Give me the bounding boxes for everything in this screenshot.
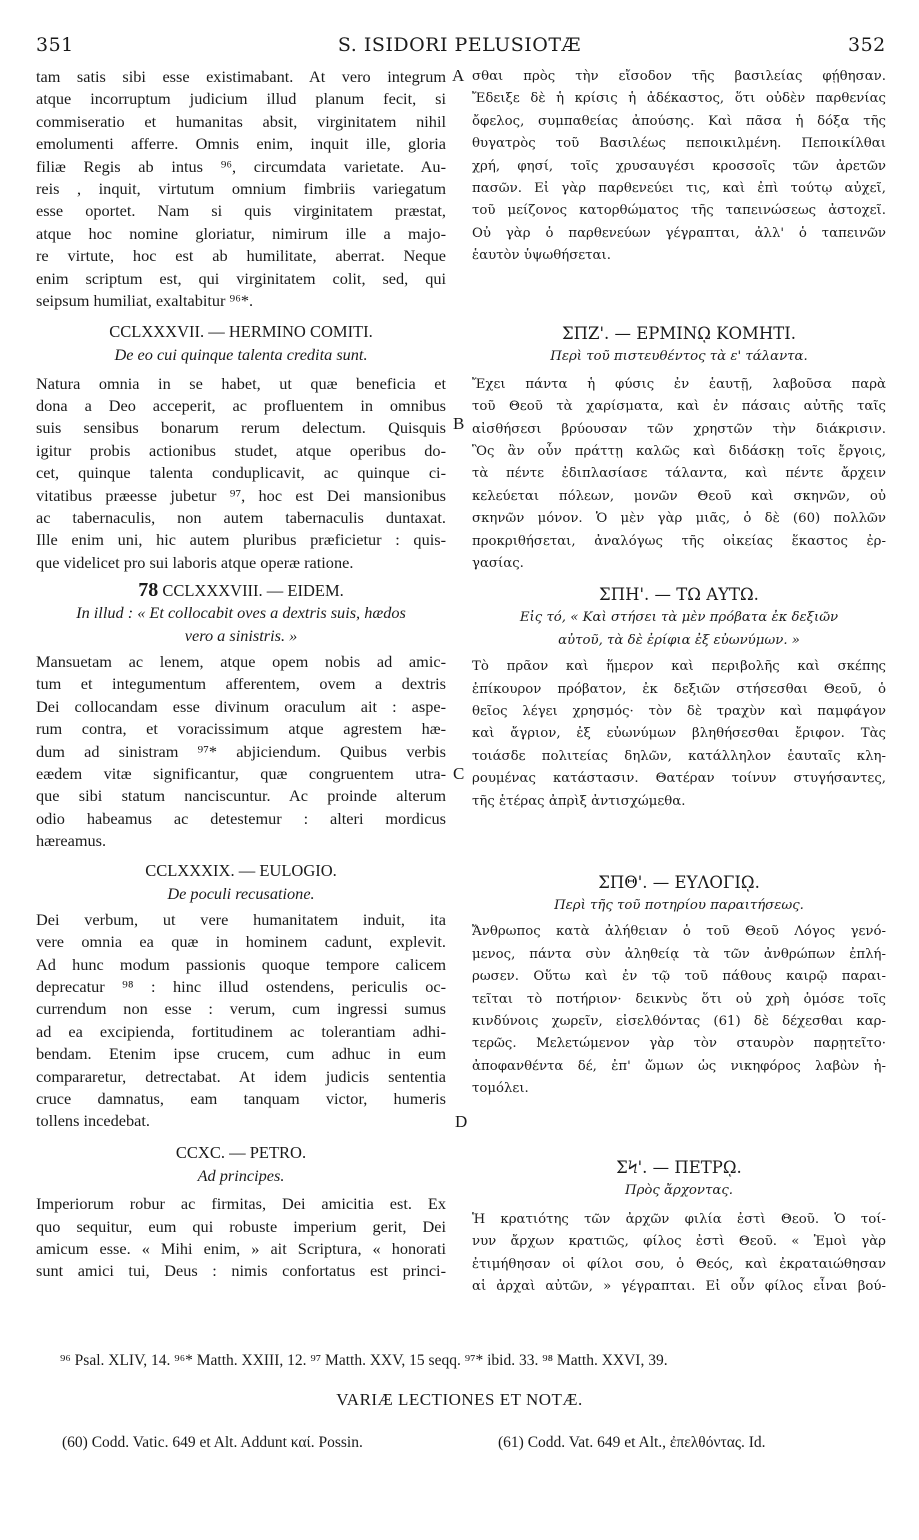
text-line: sunt amici tui, Deus : nimis confortatus est princi- [36,1261,446,1281]
text-line: ἀποφανθέντα δέ, ἐπ' ὤμων ὡς νικηφόρος λαβὼν ἠ- [472,1058,886,1074]
text-line: dum ad sinistram ⁹⁷* abjiciendum. Quibus verbis [36,741,446,761]
text-line: ρουμένας κατάστασιν. Θατέραν τοίνυν στυγήσαντες, [472,771,886,787]
text-line: Imperiorum robur ac firmitas, Dei amicitia est. Ex [36,1194,446,1214]
text-line: αἱ ἀρχαὶ αὐτῶν, » γέγραπται. Εἰ οὖν φίλος εἶναι βού- [472,1279,886,1295]
text-line: σκηνῶν μόνον. Ὁ μὲν γὰρ μιᾶς, ὁ δὲ (60) πολλῶν [472,511,886,527]
text-line: eædem vitæ significantur, quæ congruentem utra- [36,763,446,783]
text-line: νυν ἄρχων κρατιῶς, φίλος ἐστὶ Θεοῦ. « Ἐμοὶ γὰρ [472,1234,886,1250]
text-line: enim scriptum est, qui virginitatem colit, sed, qui [36,268,446,288]
latin-letter-287-title: CCLXXXVII. — HERMINO COMITI. [109,322,373,342]
text-line: ρωσεν. Οὕτω καὶ ἐν τῷ τοῦ πάθους καιρῷ παραι- [472,969,886,985]
column-number: 78 [138,579,159,602]
greek-letter-289-title: ΣΠΘ'. — ΕΥΛΟΓΙῼ. [598,872,760,892]
text-line: odio habeamus ac detestemur : alteri mordicus [36,808,446,828]
text-line: τοιάσδε πολιτείας δηλῶν, κατάλληλον ἑαυταῖς κλη- [472,748,886,764]
running-title: S. ISIDORI PELUSIOTÆ [337,34,582,56]
greek-letter-287-body [472,374,886,576]
text-line: ac tabernaculis, non autem tabernaculis duntaxat. [36,508,446,528]
text-line: cruce damnatus, eam tanquam victor, humeris [36,1089,446,1109]
text-line: Ἄνθρωπος κατὰ ἀλήθειαν ὁ τοῦ Θεοῦ Λόγος γενό- [472,924,886,940]
text-line: ἐπίκουρον πρόβατον, ἐκ δεξιῶν στήσεσθαι Θεοῦ, ὁ [472,681,886,697]
text-line: Ad hunc modum passionis quoque tempore calicem [36,954,446,974]
text-line: hæreamus. [36,831,107,851]
greek-column [472,66,886,1298]
text-line: προκριθήσεται, ἀναλόγως τῆς οἰκείας ἕκαστος ἐρ- [472,533,886,549]
footnotes: ⁹⁶ Psal. XLIV, 14. ⁹⁶* Matth. XXIII, 12. ⁹⁷ Matth. XXV, 15 seqq. ⁹⁷* ibid. 33. ⁹⁸ Matth. XXVI, 39. [60,1352,668,1369]
text-line: τοῦ Θεοῦ τὰ χαρίσματα, καὶ ἐν πάσαις αὐτῆς ταῖς [472,399,886,415]
greek-letter-288-subtitle-2: αὐτοῦ, τὰ δὲ ἐρίφια ἐξ εὐωνύμων. » [558,632,800,648]
margin-letter-d: D [455,1112,468,1131]
text-line: cet, quinque talenta conduplicavit, ac quinque ci- [36,463,446,483]
greek-letter-287-title: ΣΠΖ'. — ΕΡΜΙΝῼ ΚΟΜΗΤΙ. [561,323,797,343]
latin-letter-289-body [36,909,446,1133]
latin-intro [36,66,446,312]
text-line: κελεύεται πόλεων, μονῶν Θεοῦ καὶ σκηνῶν, οὐ [472,488,886,504]
text-line: Ἔχει πάντα ἡ φύσις ἐν ἑαυτῇ, λαβοῦσα παρὰ [472,376,886,392]
text-line: atque hoc nomine gloriatur, nimirum ille a majo- [36,223,446,243]
text-line: τοῦ μείζονος κατορθώματος τῆς ταπεινώσεως ἀστοχεῖ. [472,203,886,219]
text-line: deprecatur ⁹⁸ : hinc illud ostendens, periculis oc- [36,977,446,997]
latin-letter-288-title [36,578,446,602]
text-line: dona a Deo acceperit, ac profluentem in omnibus [36,396,446,416]
text-line: reis , inquit, virtutum omnium fimbriis variegatum [36,178,446,198]
variant-note-61: (61) Codd. Vat. 649 et Alt., ἐπελθόντας. Id. [498,1434,766,1451]
text-line: τεῖται τὸ ποτήριον· δεικνὺς ὅτι οὐ χρὴ ὁμόσε τοῖς [472,991,886,1007]
latin-letter-288-subtitle-1: In illud : « Et collocabit oves a dextris suis, hædos [76,603,406,623]
latin-letter-289-title: CCLXXXIX. — EULOGIO. [145,860,337,880]
text-line: vere omnia ea quæ in hominem cadunt, explevit. [36,932,446,952]
text-line: tollens incedebat. [36,1111,150,1131]
greek-intro [472,66,886,268]
latin-letter-288-subtitle-2: vero a sinistris. » [184,625,298,645]
greek-letter-288-title: ΣΠΗ'. — ΤΩ ΑΥΤΩ. [599,585,759,605]
text-line: amicum esse. « Mihi enim, » ait Scriptura, « honorati [36,1238,446,1258]
greek-letter-290-title: ΣϞ'. — ΠΕΤΡῼ. [616,1158,742,1178]
text-line: πασῶν. Εἰ γὰρ παρθενεύει τις, καὶ ἐπὶ τούτῳ αὐχεῖ, [472,180,886,196]
text-line: Ille enim uni, hic autem pluribus præficietur : quis- [36,530,446,550]
text-line: Natura omnia in se habet, ut quæ beneficia et [36,373,446,393]
text-line: ὄφελος, συμπαθείας ἀπούσης. Καὶ πᾶσα ἡ δόξα τῆς [472,113,886,129]
text-line: bendam. Etenim ipse crucem, cum adhuc in eum [36,1044,446,1064]
text-line: χρή, φησί, τοῖς χρυσαυγέσι κροσσοῖς τῶν ἀρετῶν [472,158,886,174]
text-line: igitur probis actionibus studet, atque operibus do- [36,440,446,460]
text-line: ἑαυτὸν ὑψωθήσεται. [472,248,611,264]
text-line: esse oportet. Nam si quis virginitatem præstat, [36,201,446,221]
latin-letter-290-body [36,1193,446,1283]
text-line: ἐτιμήθησαν οἱ φίλοι σου, ὁ Θεός, καὶ ἐκραταιώθησαν [472,1256,886,1272]
text-line: emolumenti afferre. Omnis enim, inquit ille, gloria [36,134,446,154]
text-line: γασίας. [472,556,524,572]
text-line: αἰσθήσεσι βρύουσαν τῶν χρηστῶν τὴν διάκρισιν. [472,421,886,437]
text-line: Dei collocandam esse divinum oraculum ait : aspe- [36,696,446,716]
text-line: currendum non esse : verum, cum ingressi sumus [36,999,446,1019]
variant-note-60: (60) Codd. Vatic. 649 et Alt. Addunt καί. Possin. [62,1434,363,1451]
text-line: Ἔδειξε δὲ ἡ κρίσις ἡ ἀδέκαστος, ὅτι οὐδὲν παρθενίας [472,91,886,107]
latin-letter-289-subtitle: De poculi recusatione. [167,883,315,903]
greek-letter-290-subtitle: Πρὸς ἄρχοντας. [624,1183,734,1199]
text-line: τερῶς. Μελετώμενον γὰρ τὸν σταυρὸν παρῃτεῖτο· [472,1036,886,1052]
text-line: que videlicet pro sui laboris atque operæ ratione. [36,552,354,572]
text-line: θεῖος λέγει χρησμός· τὸν δὲ τραχὺν καὶ παμφάγον [472,703,886,719]
text-line: Ὃς ἂν οὖν πράττῃ καλῶς καὶ διδάσκῃ τοῖς ἔργοις, [472,444,886,460]
margin-letter-a: A [452,66,465,85]
latin-column [36,66,446,1283]
latin-letter-288-body [36,651,446,853]
text-line: Dei verbum, ut vere humanitatem induit, ita [36,909,446,929]
greek-letter-288-subtitle-1: Εἰς τό, « Καὶ στήσει τὰ μὲν πρόβατα ἐκ δεξιῶν [519,610,839,626]
variae-lectiones-title: VARIÆ LECTIONES ET NOTÆ. [336,1390,583,1409]
text-line: μενος, πάντα σὺν ἀληθείᾳ τὰ τῶν ἀνθρώπων ἐπλή- [472,946,886,962]
text-line: tum et integumentum afferentem, ovem a dextris [36,674,446,694]
text-line: Τὸ πρᾶον καὶ ἥμερον καὶ περιβολῆς καὶ σκέπης [472,659,886,675]
greek-letter-289-body [472,921,886,1100]
text-line: compararetur, detrectabat. At idem judicis sententia [36,1066,446,1086]
text-line: κινδύνοις χωρεῖν, εἰσελθόντας (61) δὲ δέχεσθαι καρ- [472,1013,886,1029]
text-line: θυγατρὸς τοῦ Βασιλέως πεποικιλμένη. Πεποικίλθαι [472,136,886,152]
text-line: τὰ πέντε ἐδιπλασίασε τάλαντα, καὶ πέντε ἄρχειν [472,466,886,482]
latin-letter-287-body [36,373,446,575]
text-line: ad ea excipienda, fortitudinem ac tolerantiam adhi- [36,1021,446,1041]
text-line: que sibi statum nanciscuntur. Ac proinde alterum [36,786,446,806]
greek-letter-290-body [472,1209,886,1299]
latin-letter-287-subtitle: De eo cui quinque talenta credita sunt. [114,345,368,365]
text-line: τομόλει. [472,1081,529,1097]
margin-letter-c: C [453,764,465,783]
text-line: Ἡ κρατιότης τῶν ἀρχῶν φιλία ἐστὶ Θεοῦ. Ὁ τοί- [472,1211,886,1227]
text-line: vitatibus præesse jubetur ⁹⁷, hoc est Dei mansionibus [36,485,446,505]
text-line: Mansuetam ac lenem, atque opem nobis ad amic- [36,651,446,671]
latin-letter-288-title-text: CCLXXXVIII. — EIDEM. [162,581,344,601]
text-line: filiæ Regis ab intus ⁹⁶, circumdata varietate. Au- [36,156,446,176]
greek-letter-287-subtitle: Περὶ τοῦ πιστευθέντος τὰ ε' τάλαντα. [550,348,808,364]
latin-letter-290-title: CCXC. — PETRO. [175,1142,307,1162]
text-line: re virtute, hoc est ab humilitate, aberrat. Neque [36,246,446,266]
text-line: atque incorruptum judicium illud planum fecit, si [36,89,446,109]
margin-letter-b: B [453,414,465,433]
text-line: commiseratio et humanitas absit, virginitatem nihil [36,111,446,131]
text-line: seipsum humiliat, exaltabitur ⁹⁶*. [36,290,254,310]
text-line: τῆς ἑτέρας ἀπρὶξ ἀντισχώμεθα. [472,793,686,809]
page-number-left: 351 [36,34,74,56]
text-line: rum contra, et voracissimum atque agrestem hæ- [36,719,446,739]
text-line: tam satis sibi esse existimabant. At vero integrum [36,67,446,86]
text-line: σθαι πρὸς τὴν εἴσοδον τῆς βασιλείας φῄθησαν. [472,69,886,84]
page-number-right: 352 [848,34,886,56]
text-line: suis sensibus bonarum rerum delectum. Quisquis [36,418,446,438]
text-line: quo sequitur, eum qui robuste imperium gerit, Dei [36,1216,446,1236]
greek-letter-289-subtitle: Περὶ τῆς τοῦ ποτηρίου παραιτήσεως. [554,897,804,913]
text-line: καὶ ἄγριον, ἐξ εὐωνύμων βληθήσεσθαι ἔριφον. Τὰς [472,726,886,742]
greek-letter-288-body [472,656,886,813]
latin-letter-290-subtitle: Ad principes. [197,1165,285,1185]
text-line: Οὐ γὰρ ὁ παρθενεύων γέγραπται, ἀλλ' ὁ ταπεινῶν [472,225,886,241]
